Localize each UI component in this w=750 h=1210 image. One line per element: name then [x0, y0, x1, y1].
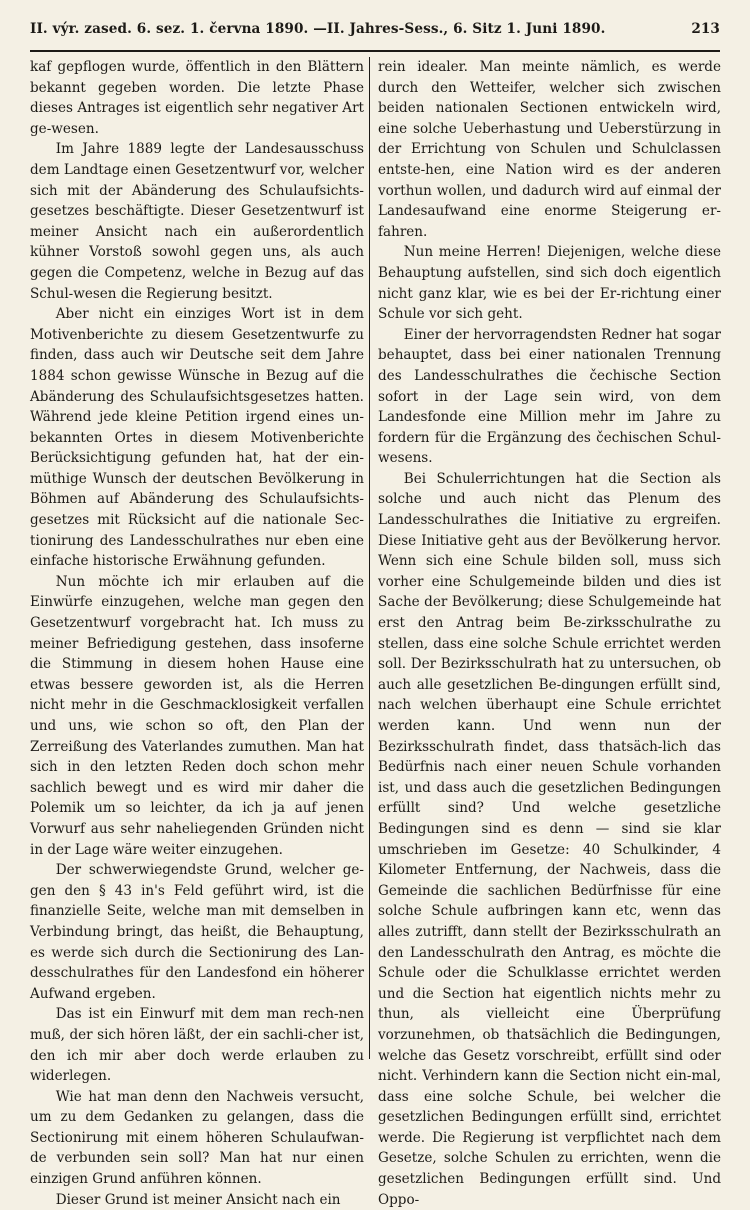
paragraph: kaf gepflogen wurde, öffentlich in den Blättern bekannt gegeben worden. Die letzte Phase dieses Antrages ist eigentlich sehr negativer Art ge-wesen. [30, 59, 364, 137]
paragraph: Einer der hervorragendsten Redner hat sogar behauptet, dass bei einer nationalen Trennung des Landesschulrathes die čechische Section sofort in der Lage sein wird, von dem Landesfonde eine Million mehr im Jahre zu fordern für die Ergänzung des čechischen Schul-wesens. [378, 326, 721, 467]
header-title: II. výr. zased. 6. sez. 1. června 1890. —II. Jahres-Sess., 6. Sitz 1. Juni 1890. [30, 21, 606, 37]
paragraph: Bei Schulerrichtungen hat die Section als solche und auch nicht das Plenum des Landesschulrathes die Initiative zu ergreifen. Diese Initiative geht aus der Bevölkerung hervor. Wenn sich eine Schule bilden soll, muss sich vorher eine Schulgemeinde bilden und dies ist Sache der Bevölkerung; diese Schulgemeinde hat erst den Antrag beim Be-zirksschulrathe zu stellen, dass eine solche Schule errichtet werden soll. Der Bezirksschulrath hat zu untersuchen, ob auch alle gesetzlichen Be-dingungen erfüllt sind, nach welchen überhaupt eine Schule errichtet werden kann. Und wenn nun der Bezirksschulrath findet, dass thatsäch-lich das Bedürfnis nach einer neuen Schule vorhanden ist, und dass auch die gesetzlichen Bedingungen erfüllt sind? Und welche gesetzliche Bedingungen sind es denn — sind sie klar umschrieben im Gesetze: 40 Schulkinder, 4 Kilometer Entfernung, der Nachweis, dass die Gemeinde die sachlichen Bedürfnisse für eine solche Schule aufbringen kann etc, wenn das alles zutrifft, dann stellt der Bezirksschulrath an den Landesschulrath den Antrag, es möchte die Schule oder die Schulklasse errichtet werden und die Section hat eigentlich nichts mehr zu thun, als vielleicht eine Überprüfung vorzunehmen, ob thatsächlich die Bedingungen, welche das Gesetz vorschreibt, erfüllt sind oder nicht. Verhindern kann die Section nicht ein-mal, dass eine solche Schule, bei welcher die gesetzlichen Bedingungen erfüllt sind, errichtet werde. Die Regierung ist verpflichtet nach dem Gesetze, solche Schulen zu errichten, wenn die gesetzlichen Bedingungen erfüllt sind. Und Oppo- [378, 470, 721, 1208]
paragraph: rein idealer. Man meinte nämlich, es werde durch den Wetteifer, welcher sich zwischen beiden nationalen Sectionen entwickeln wird, eine solche Ueberhastung und Ueberstürzung in der Errichtung von Schulen und Schulclassen entste-hen, eine Nation wird es der anderen vorthun wollen, und dadurch wird auf einmal der Landesaufwand eine enorme Steigerung er-fahren. [378, 59, 721, 240]
paragraph: Wie hat man denn den Nachweis versucht, um zu dem Gedanken zu gelangen, dass die Sectionirung mit einem höheren Schulaufwan-de verbunden sein soll? Man hat nur einen einzigen Grund anführen können. [30, 1088, 364, 1188]
running-header [30, 12, 720, 46]
paragraph: Nun möchte ich mir erlauben auf die Einwürfe einzugehen, welche man gegen den Gesetzentwurf vorgebracht hat. Ich muss zu meiner Befriedigung gestehen, dass insoferne die Stimmung in diesem hohen Hause eine etwas bessere geworden ist, als die Herren nicht mehr in die Geschmacklosigkeit verfallen und uns, wie schon so oft, den Plan der Zerreißung des Vaterlandes zumuthen. Man hat sich in den letzten Reden doch schon mehr sachlich bewegt und es wird mir daher die Polemik um so leichter, da ich ja auf jenen Vorwurf aus sehr naheliegenden Gründen nicht in der Lage wäre weiter einzugehen. [30, 573, 364, 858]
paragraph: Aber nicht ein einziges Wort ist in dem Motivenberichte zu diesem Gesetzentwurfe zu finden, dass auch wir Deutsche seit dem Jahre 1884 schon gewisse Wünsche in Bezug auf die Abänderung des Schulaufsichtsgesetzes hatten. Während jede kleine Petition irgend eines un-bekannten Ortes in diesem Motivenberichte Berücksichtigung gefunden hat, hat der ein-müthige Wunsch der deutschen Bevölkerung in Böhmen auf Abänderung des Schulaufsichts-gesetzes mit Rücksicht auf die nationale Sec-tionirung des Landesschulrathes nur eben eine einfache historische Erwähnung gefunden. [30, 306, 364, 570]
paragraph: Im Jahre 1889 legte der Landesausschuss dem Landtage einen Gesetzentwurf vor, welcher sich mit der Abänderung des Schulaufsichts-gesetzes beschäftigte. Dieser Gesetzentwurf ist meiner Ansicht nach ein außerordentlich kühner Vorstoß sowohl gegen uns, als auch gegen die Competenz, welche in Bezug auf das Schul-wesen die Regierung besitzt. [30, 141, 364, 302]
left-column [30, 57, 364, 1208]
paragraph: Nun meine Herren! Diejenigen, welche diese Behauptung aufstellen, sind sich doch eigentlich nicht ganz klar, wie es bei der Er-richtung einer Schule vor sich geht. [378, 244, 721, 323]
column-divider [369, 57, 370, 1059]
header-rule [30, 50, 720, 52]
page-number: 213 [691, 21, 720, 37]
paragraph: Das ist ein Einwurf mit dem man rech-nen muß, der sich hören läßt, der ein sachli-cher ist, den ich mir aber doch werde erlauben zu widerlegen. [30, 1006, 364, 1085]
right-column [378, 57, 721, 1208]
paragraph: Dieser Grund ist meiner Ansicht nach ein [55, 1191, 341, 1208]
paragraph: Der schwerwiegendste Grund, welcher ge-gen den § 43 in's Feld geführt wird, ist die finanzielle Seite, welche man mit demselben in Verbindung bringt, das heißt, die Behauptung, es werde sich durch die Sectionirung des Lan-desschulrathes für den Landesfond ein höherer Aufwand ergeben. [30, 862, 364, 1002]
